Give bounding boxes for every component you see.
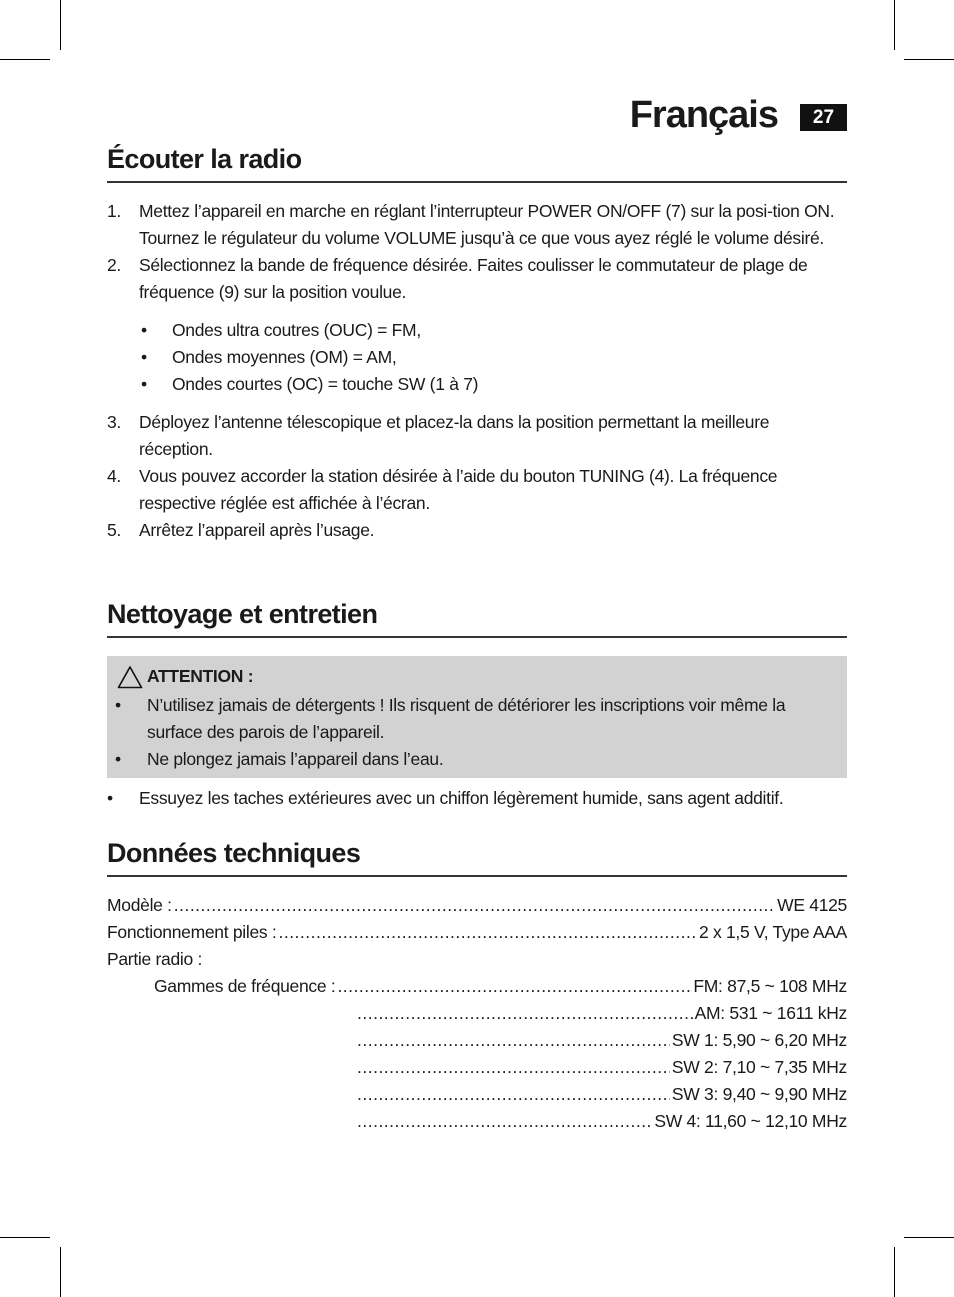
dot-leader [174,892,775,919]
band-text: Ondes courtes (OC) = touche SW (1 à 7) [172,374,479,394]
dot-leader [278,919,697,946]
attention-item [115,692,837,746]
band-item [141,344,847,371]
language-title: Français [629,94,778,136]
dot-leader [357,1054,670,1081]
spec-label: Gammes de fréquence : [154,976,336,996]
attention-label: ATTENTION : [147,666,254,686]
crop-mark [894,0,895,50]
spec-value: FM: 87,5 ~ 108 MHz [693,976,847,996]
spec-row-model [107,892,847,919]
spec-value: SW 4: 11,60 ~ 12,10 MHz [654,1111,847,1131]
spec-value: AM: 531 ~ 1611 kHz [694,1003,847,1023]
dot-leader [357,1000,693,1027]
bullet-icon: • [141,320,147,340]
band-text: Ondes ultra coutres (OUC) = FM, [172,320,421,340]
step-item [107,198,847,252]
crop-mark [904,59,954,60]
band-item [141,317,847,344]
dot-leader [357,1108,652,1135]
spec-row-range [107,1000,847,1027]
spec-row-radio [107,946,847,973]
spec-row-range [107,973,847,1000]
spec-label: Modèle : [107,895,172,915]
bullet-icon: • [115,695,121,715]
radio-steps [107,198,847,544]
spec-label: Fonctionnement piles : [107,922,277,942]
crop-mark [904,1237,954,1238]
attention-box [107,656,847,778]
dot-leader [357,1027,670,1054]
step-number: 3. [107,412,121,432]
tip-item [107,785,847,812]
attention-header [117,663,253,690]
spec-value: SW 1: 5,90 ~ 6,20 MHz [671,1030,847,1050]
step-item [107,517,847,544]
step-number: 1. [107,201,121,221]
step-text: Sélectionnez la bande de fréquence désirée. Faites coulisser le commutateur de plage de fréquence (9) sur la position voulue. [139,255,808,302]
crop-mark [0,59,50,60]
bullet-icon: • [107,788,113,808]
band-list [107,317,847,398]
step-text: Arrêtez l’appareil après l’usage. [139,520,375,540]
step-text: Déployez l’antenne télescopique et placez-la dans la position permettant la meilleure réception. [139,412,770,459]
attention-text: Ne plongez jamais l’appareil dans l’eau. [147,749,444,769]
spec-label: Partie radio : [107,949,203,969]
cleaning-tip [107,785,847,812]
spec-table [107,892,847,1135]
step-number: 2. [107,255,121,275]
bullet-icon: • [141,374,147,394]
step-text: Vous pouvez accorder la station désirée à l’aide du bouton TUNING (4). La fréquence respective réglée est affichée à l’écran. [139,466,778,513]
bullet-icon: • [141,347,147,367]
heading-specs: Données techniques [107,838,847,877]
attention-text: N’utilisez jamais de détergents ! Ils risquent de détériorer les inscriptions voir même la surface des parois de l’appareil. [147,695,786,742]
attention-item [115,746,837,773]
spec-value: SW 3: 9,40 ~ 9,90 MHz [671,1084,847,1104]
page-number: 27 [800,104,847,131]
dot-leader [337,973,691,1000]
spec-row-range [107,1108,847,1135]
crop-mark [894,1247,895,1297]
spec-row-range [107,1027,847,1054]
crop-mark [0,1237,50,1238]
spec-value: SW 2: 7,10 ~ 7,35 MHz [671,1057,847,1077]
heading-radio: Écouter la radio [107,144,847,183]
band-item [141,371,847,398]
spec-row-range [107,1054,847,1081]
dot-leader [357,1081,670,1108]
heading-cleaning: Nettoyage et entretien [107,599,847,638]
step-item [107,463,847,517]
step-number: 4. [107,466,121,486]
spec-value: 2 x 1,5 V, Type AAA [698,922,847,942]
step-number: 5. [107,520,121,540]
step-text: Mettez l’appareil en marche en réglant l’interrupteur POWER ON/OFF (7) sur la posi-tion ON. Tournez le régulateur du volume VOLUME jusqu’à ce que vous ayez réglé le volume désiré. [139,201,835,248]
spec-row-range [107,1081,847,1108]
spec-row-power [107,919,847,946]
bullet-icon: • [115,749,121,769]
crop-mark [60,0,61,50]
spec-value: WE 4125 [777,895,847,915]
band-text: Ondes moyennes (OM) = AM, [172,347,397,367]
step-item [107,409,847,463]
crop-mark [60,1247,61,1297]
warning-triangle-icon [117,665,143,689]
step-item [107,252,847,306]
tip-text: Essuyez les taches extérieures avec un chiffon légèrement humide, sans agent additif. [139,788,784,808]
